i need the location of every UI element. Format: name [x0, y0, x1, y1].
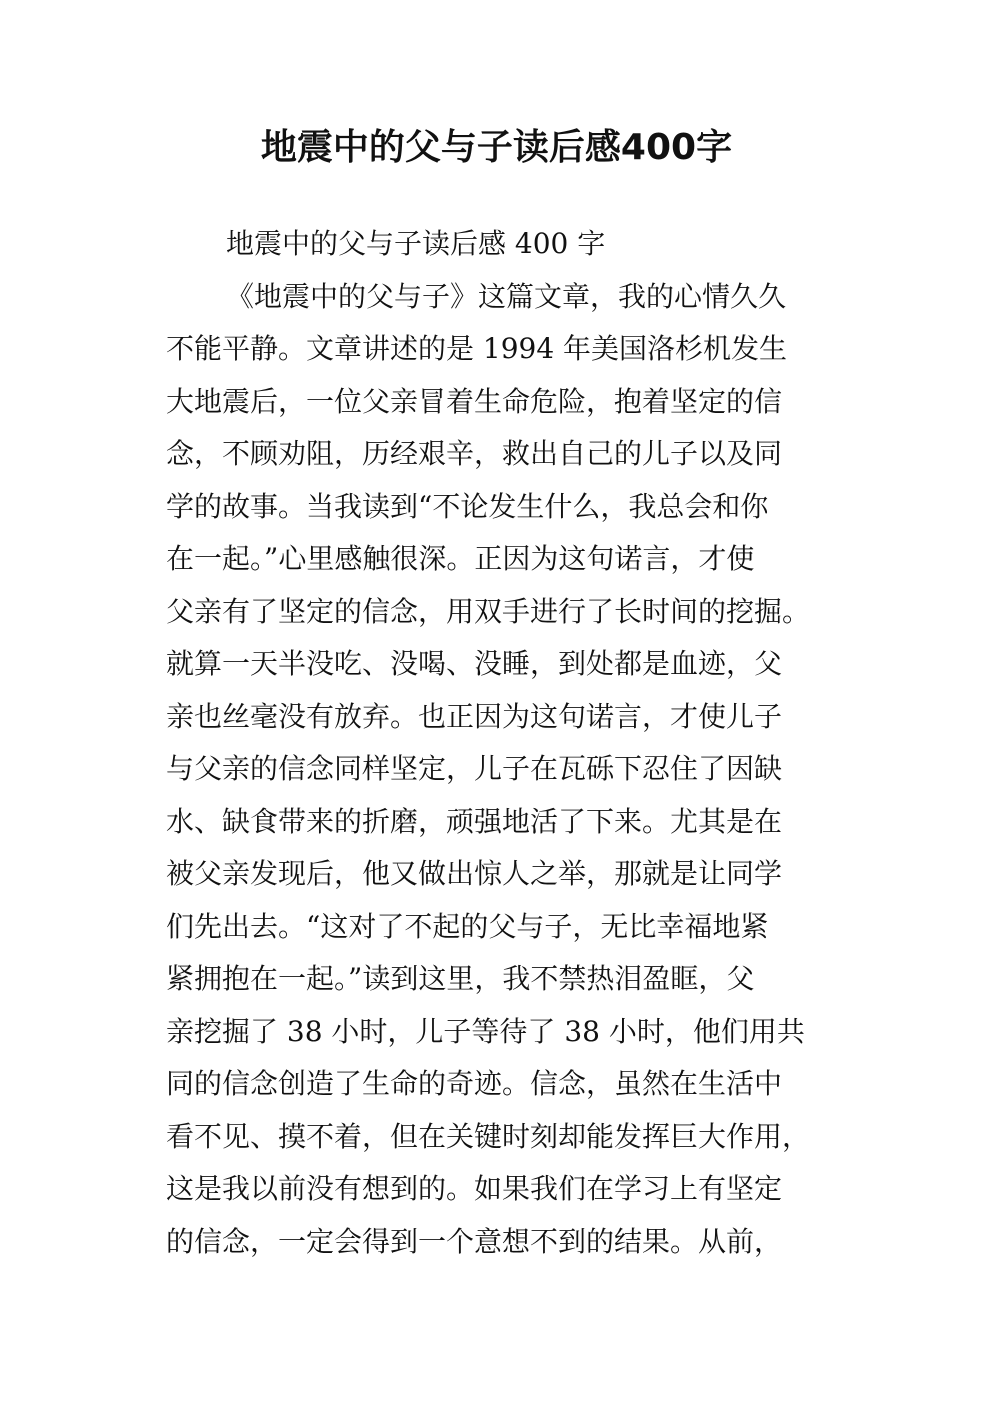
document-title: 地震中的父与子读后感400字: [260, 127, 733, 168]
paragraph-line: 们先出去。“这对了不起的父与子，无比幸福地紧: [166, 909, 769, 943]
document-body: [166, 218, 846, 1268]
paragraph-line: 看不见、摸不着，但在关键时刻却能发挥巨大作用，: [166, 1119, 811, 1153]
paragraph-line: 亲挖掘了 38 小时，儿子等待了 38 小时，他们用共: [166, 1014, 805, 1048]
paragraph-line: 水、缺食带来的折磨，顽强地活了下来。尤其是在: [166, 804, 783, 838]
paragraph-line: 父亲有了坚定的信念，用双手进行了长时间的挖掘。: [166, 594, 811, 628]
paragraph-line: 就算一天半没吃、没喝、没睡，到处都是血迹，父: [166, 647, 783, 680]
paragraph-line: 不能平静。文章讲述的是 1994 年美国洛杉机发生: [166, 332, 788, 365]
paragraph-line: 同的信念创造了生命的奇迹。信念，虽然在生活中: [166, 1067, 783, 1100]
paragraph-line: 学的故事。当我读到“不论发生什么，我总会和你: [166, 489, 769, 523]
paragraph-line: 在一起。”心里感触很深。正因为这句诺言，才使: [166, 542, 755, 575]
paragraph-line: 紧拥抱在一起。”读到这里，我不禁热泪盈眶，父: [166, 962, 755, 995]
paragraph-line: 《地震中的父与子》这篇文章，我的心情久久: [226, 279, 787, 313]
document-subtitle: 地震中的父与子读后感 400 字: [226, 227, 606, 260]
paragraph-line: 大地震后，一位父亲冒着生命危险，抱着坚定的信: [166, 384, 783, 418]
paragraph-line: 念，不顾劝阻，历经艰辛，救出自己的儿子以及同: [166, 437, 783, 470]
paragraph-line: 被父亲发现后，他又做出惊人之举，那就是让同学: [166, 857, 783, 890]
paragraph-line: 与父亲的信念同样坚定，儿子在瓦砾下忍住了因缺: [166, 752, 783, 785]
paragraph-line: 的信念，一定会得到一个意想不到的结果。从前，: [166, 1224, 783, 1258]
paragraph-line: 亲也丝毫没有放弃。也正因为这句诺言，才使儿子: [166, 699, 783, 733]
paragraph-line: 这是我以前没有想到的。如果我们在学习上有坚定: [166, 1172, 783, 1205]
